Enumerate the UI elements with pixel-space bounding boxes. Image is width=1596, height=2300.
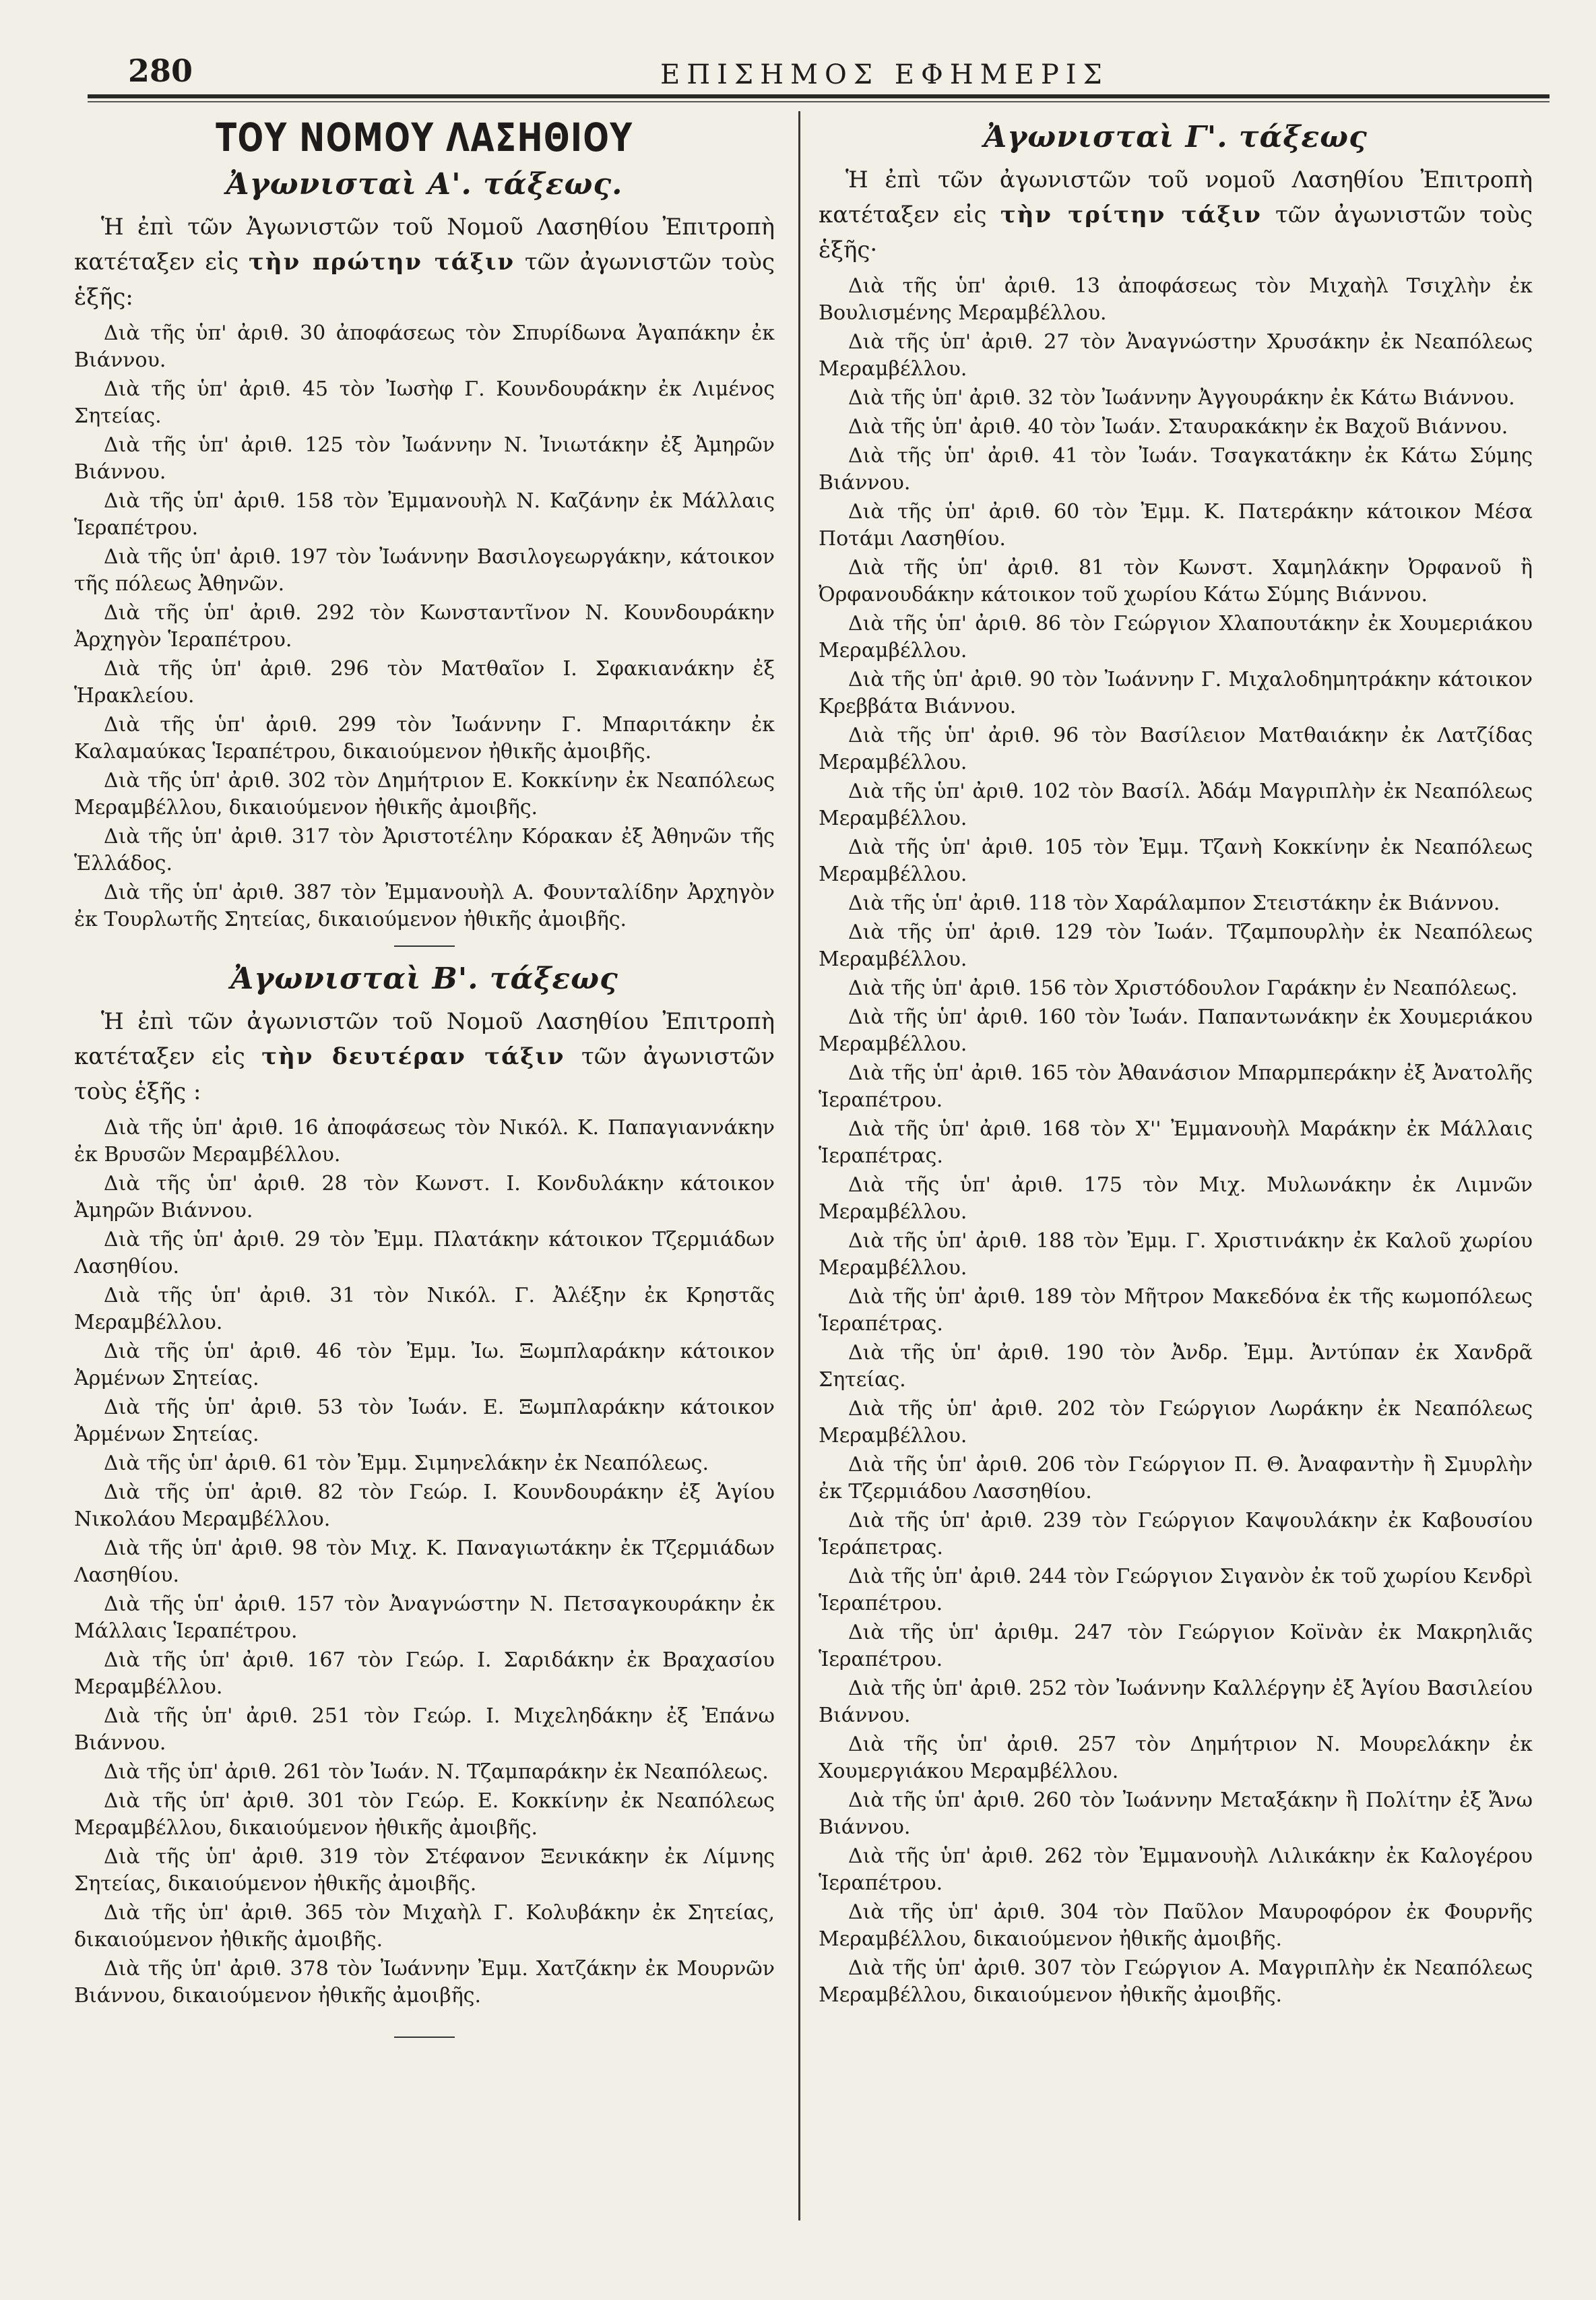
section-c-intro-emphasis: τὴν τρίτην τάξιν bbox=[1000, 201, 1262, 228]
list-item: Διὰ τῆς ὑπ' ἀριθ. 82 τὸν Γεώρ. Ι. Κουνδουράκην ἐξ Ἁγίου Νικολάου Μεραμβέλλου. bbox=[74, 1481, 775, 1531]
list-item: Διὰ τῆς ὑπ' ἀριθ. 158 τὸν Ἐμμανουὴλ Ν. Καζάνην ἐκ Μάλλαις Ἱεραπέτρου. bbox=[74, 489, 775, 540]
list-item: Διὰ τῆς ὑπ' ἀριθ. 190 τὸν Ἀνδρ. Ἐμμ. Ἀντύπαν ἐκ Χανδρᾶ Σητείας. bbox=[819, 1341, 1533, 1392]
list-item: Διὰ τῆς ὑπ' ἀριθ. 261 τὸν Ἰωάν. Ν. Τζαμπαράκην ἐκ Νεαπόλεως. bbox=[104, 1760, 769, 1784]
section-a-intro-emphasis: τὴν πρώτην τάξιν bbox=[248, 249, 515, 276]
list-item: Διὰ τῆς ὑπ' ἀριθ. 296 τὸν Ματθαῖον Ι. Σφακιανάκην ἐξ Ἡρακλείου. bbox=[74, 657, 775, 708]
list-item: Διὰ τῆς ὑπ' ἀριθ. 239 τὸν Γεώργιον Καψουλάκην ἐκ Καβουσίου Ἱεράπετρας. bbox=[819, 1509, 1533, 1559]
section-b-intro-before: Ἡ ἐπὶ τῶν ἀγωνιστῶν τοῦ Νομοῦ Λασηθίου Ἐπιτροπὴ κατέταξεν εἰς bbox=[74, 1008, 775, 1070]
list-item: Διὰ τῆς ὑπ' ἀριθ. 167 τὸν Γεώρ. Ι. Σαριδάκην ἐκ Βραχασίου Μεραμβέλλου. bbox=[74, 1648, 775, 1699]
list-item: Διὰ τῆς ὑπ' ἀριθ. 16 ἀποφάσεως τὸν Νικόλ. Κ. Παπαγιαννάκην ἐκ Βρυσῶν Μεραμβέλλου. bbox=[74, 1116, 775, 1167]
list-item: Διὰ τῆς ὑπ' ἀριθ. 46 τὸν Ἐμμ. Ἰω. Ξωμπλαράκην κάτοικον Ἀρμένων Σητείας. bbox=[74, 1340, 775, 1390]
list-item: Διὰ τῆς ὑπ' ἀριθ. 102 τὸν Βασίλ. Ἀδάμ Μαγριπλὴν ἐκ Νεαπόλεως Μεραμβέλλου. bbox=[819, 780, 1533, 830]
list-item: Διὰ τῆς ὑπ' ἀριθ. 41 τὸν Ἰωάν. Τσαγκατάκην ἐκ Κάτω Σύμης Βιάννου. bbox=[819, 444, 1533, 495]
list-item: Διὰ τῆς ὑπ' ἀριθ. 105 τὸν Ἐμμ. Τζανὴ Κοκκίνην ἐκ Νεαπόλεως Μεραμβέλλου. bbox=[819, 836, 1533, 886]
list-item: Διὰ τῆς ὑπ' ἀριθ. 262 τὸν Ἐμμανουὴλ Λιλικάκην ἐκ Καλογέρου Ἱεραπέτρου. bbox=[819, 1844, 1533, 1895]
list-item: Διὰ τῆς ὑπ' ἀριθ. 98 τὸν Μιχ. Κ. Παναγιωτάκην ἐκ Τζερμιάδων Λασηθίου. bbox=[74, 1536, 775, 1587]
list-item: Διὰ τῆς ὑπ' ἀριθ. 206 τὸν Γεώργιον Π. Θ. Ἀναφαντὴν ἢ Σμυρλὴν ἐκ Τζερμιάδου Λασσηθίου. bbox=[819, 1453, 1533, 1503]
list-item: Διὰ τῆς ὑπ' ἀριθ. 257 τὸν Δημήτριον Ν. Μουρελάκην ἐκ Χουμεργιάκου Μεραμβέλλου. bbox=[819, 1733, 1533, 1783]
list-item: Διὰ τῆς ὑπ' ἀριθ. 31 τὸν Νικόλ. Γ. Ἀλέξην ἐκ Κρηστᾶς Μεραμβέλλου. bbox=[74, 1284, 775, 1334]
list-item: Διὰ τῆς ὑπ' ἀριθ. 45 τὸν Ἰωσὴφ Γ. Κουνδουράκην ἐκ Λιμένος Σητείας. bbox=[74, 377, 775, 428]
list-item: Διὰ τῆς ὑπ' ἀριθ. 188 τὸν Ἐμμ. Γ. Χριστινάκην ἐκ Καλοῦ χωρίου Μεραμβέλλου. bbox=[819, 1229, 1533, 1280]
list-item: Διὰ τῆς ὑπ' ἀριθ. 202 τὸν Γεώργιον Λωράκην ἐκ Νεαπόλεως Μεραμβέλλου. bbox=[819, 1397, 1533, 1448]
section-c-intro-before: Ἡ ἐπὶ τῶν ἀγωνιστῶν τοῦ νομοῦ Λασηθίου Ἐπιτροπὴ κατέταξεν εἰς bbox=[819, 166, 1533, 228]
list-item: Διὰ τῆς ὑπ' ἀριθ. 189 τὸν Μῆτρον Μακεδόνα ἐκ τῆς κωμοπόλεως Ἱεραπέτρας. bbox=[819, 1285, 1533, 1336]
section-c-entries bbox=[819, 273, 1533, 2009]
list-item: Διὰ τῆς ὑπ' ἀριθ. 90 τὸν Ἰωάννην Γ. Μιχαλοδημητράκην κάτοικον Κρεββάτα Βιάννου. bbox=[819, 668, 1533, 718]
section-a-intro bbox=[74, 210, 775, 315]
prefecture-title: ΤΟΥ ΝΟΜΟΥ ΛΑΣΗΘΙΟΥ bbox=[216, 115, 633, 160]
list-item: Διὰ τῆς ὑπ' ἀριθ. 160 τὸν Ἰωάν. Παπαντωνάκην ἐκ Χουμεριάκου Μεραμβέλλου. bbox=[819, 1005, 1533, 1056]
end-divider bbox=[394, 2037, 455, 2038]
section-b-intro-after: τῶν ἀγωνιστῶν τοὺς ἑξῆς : bbox=[74, 1043, 775, 1105]
list-item: Διὰ τῆς ὑπ' ἀριθ. 165 τὸν Ἀθανάσιον Μπαρμπεράκην ἐξ Ἀνατολῆς Ἱεραπέτρου. bbox=[819, 1061, 1533, 1112]
list-item: Διὰ τῆς ὑπ' ἀριθ. 32 τὸν Ἰωάννην Ἀγγουράκην ἐκ Κάτω Βιάννου. bbox=[848, 386, 1515, 410]
section-c-intro-after: τῶν ἀγωνιστῶν τοὺς ἑξῆς· bbox=[819, 201, 1533, 263]
list-item: Διὰ τῆς ὑπ' ἀριθ. 40 τὸν Ἰωάν. Σταυρακάκην ἐκ Βαχοῦ Βιάννου. bbox=[848, 415, 1508, 439]
list-item: Διὰ τῆς ὑπ' ἀριθ. 96 τὸν Βασίλειον Ματθαιάκην ἐκ Λατζίδας Μεραμβέλλου. bbox=[819, 724, 1533, 774]
list-item: Διὰ τῆς ὑπ' ἀριθ. 252 τὸν Ἰωάννην Καλλέργην ἐξ Ἁγίου Βασιλείου Βιάννου. bbox=[819, 1677, 1533, 1727]
list-item: Διὰ τῆς ὑπ' ἀριθ. 30 ἀποφάσεως τὸν Σπυρίδωνα Ἀγαπάκην ἐκ Βιάννου. bbox=[74, 321, 775, 372]
running-title: ΕΠΙΣΗΜΟΣ ΕΦΗΜΕΡΙΣ bbox=[660, 59, 1109, 90]
list-item: Διὰ τῆς ὑπ' ἀριθ. 13 ἀποφάσεως τὸν Μιχαὴλ Τσιχλὴν ἐκ Βουλισμένης Μεραμβέλλου. bbox=[819, 274, 1533, 325]
list-item: Διὰ τῆς ὑπ' ἀριθ. 251 τὸν Γεώρ. Ι. Μιχεληδάκην ἐξ Ἐπάνω Βιάννου. bbox=[74, 1704, 775, 1755]
list-item: Διὰ τῆς ὑπ' ἀριθ. 61 τὸν Ἐμμ. Σιμηνελάκην ἐκ Νεαπόλεως. bbox=[104, 1452, 709, 1475]
section-b-intro-emphasis: τὴν δευτέραν τάξιν bbox=[261, 1043, 565, 1070]
list-item: Διὰ τῆς ὑπ' ἀριθ. 304 τὸν Παῦλον Μαυροφόρον ἐκ Φουρνῆς Μεραμβέλλου, δικαιούμενον ἠθικῆς ἀμοιβῆς. bbox=[819, 1900, 1533, 1951]
list-item: Διὰ τῆς ὑπ' ἀριθ. 157 τὸν Ἀναγνώστην Ν. Πετσαγκουράκην ἐκ Μάλλαις Ἱεραπέτρου. bbox=[74, 1592, 775, 1643]
page-number: 280 bbox=[128, 53, 193, 89]
right-column bbox=[819, 115, 1533, 2011]
list-item: Διὰ τῆς ὑπ' ἀριθ. 53 τὸν Ἰωάν. Ε. Ξωμπλαράκην κάτοικον Ἀρμένων Σητείας. bbox=[74, 1396, 775, 1446]
list-item: Διὰ τῆς ὑπ' ἀριθ. 81 τὸν Κωνστ. Χαμηλάκην Ὀρφανοῦ ἢ Ὀρφανουδάκην κάτοικον τοῦ χωρίου Κάτω Σύμης Βιάννου. bbox=[819, 556, 1533, 607]
list-item: Διὰ τῆς ὑπ' ἀριθ. 319 τὸν Στέφανον Ξενικάκην ἐκ Λίμνης Σητείας, δικαιούμενον ἠθικῆς ἀμοιβῆς. bbox=[74, 1845, 775, 1896]
column-divider bbox=[798, 111, 800, 2220]
section-b-heading: Ἀγωνισταὶ Β'. τάξεως bbox=[230, 962, 618, 996]
section-divider bbox=[394, 945, 455, 947]
section-a-intro-after: τῶν ἀγωνιστῶν τοὺς ἑξῆς: bbox=[74, 249, 775, 311]
list-item: Διὰ τῆς ὑπ' ἀριθμ. 247 τὸν Γεώργιον Κοϊνὰν ἐκ Μακρηλιᾶς Ἱεραπέτρου. bbox=[819, 1621, 1533, 1671]
list-item: Διὰ τῆς ὑπ' ἀριθ. 29 τὸν Ἐμμ. Πλατάκην κάτοικον Τζερμιάδων Λασηθίου. bbox=[74, 1228, 775, 1278]
list-item: Διὰ τῆς ὑπ' ἀριθ. 244 τὸν Γεώργιον Σιγανὸν ἐκ τοῦ χωρίου Κενδρὶ Ἱεραπέτρου. bbox=[819, 1565, 1533, 1615]
list-item: Διὰ τῆς ὑπ' ἀριθ. 302 τὸν Δημήτριον Ε. Κοκκίνην ἐκ Νεαπόλεως Μεραμβέλλου, δικαιούμενον ἠθικῆς ἀμοιβῆς. bbox=[74, 769, 775, 819]
list-item: Διὰ τῆς ὑπ' ἀριθ. 317 τὸν Ἀριστοτέλην Κόρακαν ἐξ Ἀθηνῶν τῆς Ἑλλάδος. bbox=[74, 825, 775, 875]
list-item: Διὰ τῆς ὑπ' ἀριθ. 27 τὸν Ἀναγνώστην Χρυσάκην ἐκ Νεαπόλεως Μεραμβέλλου. bbox=[819, 330, 1533, 381]
list-item: Διὰ τῆς ὑπ' ἀριθ. 118 τὸν Χαράλαμπον Στειστάκην ἐκ Βιάννου. bbox=[848, 892, 1500, 915]
list-item: Διὰ τῆς ὑπ' ἀριθ. 307 τὸν Γεώργιον Α. Μαγριπλὴν ἐκ Νεαπόλεως Μεραμβέλλου, δικαιούμενον ἠθικῆς ἀμοιβῆς. bbox=[819, 1956, 1533, 2007]
page-header bbox=[88, 47, 1550, 94]
section-c-intro bbox=[819, 162, 1533, 268]
list-item: Διὰ τῆς ὑπ' ἀριθ. 125 τὸν Ἰωάννην Ν. Ἰνιωτάκην ἐξ Ἀμηρῶν Βιάννου. bbox=[74, 433, 775, 484]
list-item: Διὰ τῆς ὑπ' ἀριθ. 86 τὸν Γεώργιον Χλαπουτάκην ἐκ Χουμεριάκου Μεραμβέλλου. bbox=[819, 612, 1533, 662]
header-rule-thin bbox=[88, 101, 1550, 102]
left-column bbox=[74, 115, 775, 2038]
list-item: Διὰ τῆς ὑπ' ἀριθ. 60 τὸν Ἐμμ. Κ. Πατεράκην κάτοικον Μέσα Ποτάμι Λασηθίου. bbox=[819, 500, 1533, 551]
list-item: Διὰ τῆς ὑπ' ἀριθ. 292 τὸν Κωνσταντῖνον Ν. Κουνδουράκην Ἀρχηγὸν Ἱεραπέτρου. bbox=[74, 601, 775, 652]
section-a-entries bbox=[74, 320, 775, 933]
list-item: Διὰ τῆς ὑπ' ἀριθ. 129 τὸν Ἰωάν. Τζαμπουρλὴν ἐκ Νεαπόλεως Μεραμβέλλου. bbox=[819, 921, 1533, 971]
list-item: Διὰ τῆς ὑπ' ἀριθ. 387 τὸν Ἐμμανουὴλ Α. Φουνταλίδην Ἀρχηγὸν ἐκ Τουρλωτῆς Σητείας, δικαιούμενον ἠθικῆς ἀμοιβῆς. bbox=[74, 881, 775, 931]
list-item: Διὰ τῆς ὑπ' ἀριθ. 197 τὸν Ἰωάννην Βασιλογεωργάκην, κάτοικον τῆς πόλεως Ἀθηνῶν. bbox=[74, 545, 775, 596]
list-item: Διὰ τῆς ὑπ' ἀριθ. 175 τὸν Μιχ. Μυλωνάκην ἐκ Λιμνῶν Μεραμβέλλου. bbox=[819, 1173, 1533, 1224]
section-c-heading: Ἀγωνισταὶ Γ'. τάξεως bbox=[984, 120, 1368, 154]
header-rule bbox=[88, 94, 1550, 98]
list-item: Διὰ τῆς ὑπ' ἀριθ. 365 τὸν Μιχαὴλ Γ. Κολυβάκην ἐκ Σητείας, δικαιούμενον ἠθικῆς ἀμοιβῆς. bbox=[74, 1901, 775, 1952]
list-item: Διὰ τῆς ὑπ' ἀριθ. 299 τὸν Ἰωάννην Γ. Μπαριτάκην ἐκ Καλαμαύκας Ἱεραπέτρου, δικαιούμενον ἠθικῆς ἀμοιβῆς. bbox=[74, 713, 775, 764]
list-item: Διὰ τῆς ὑπ' ἀριθ. 301 τὸν Γεώρ. Ε. Κοκκίνην ἐκ Νεαπόλεως Μεραμβέλλου, δικαιούμενον ἠθικῆς ἀμοιβῆς. bbox=[74, 1789, 775, 1840]
list-item: Διὰ τῆς ὑπ' ἀριθ. 28 τὸν Κωνστ. Ι. Κονδυλάκην κάτοικον Ἀμηρῶν Βιάννου. bbox=[74, 1172, 775, 1222]
list-item: Διὰ τῆς ὑπ' ἀριθ. 260 τὸν Ἰωάννην Μεταξάκην ἢ Πολίτην ἐξ Ἄνω Βιάννου. bbox=[819, 1789, 1533, 1839]
section-a-heading: Ἀγωνισταὶ Α'. τάξεως. bbox=[226, 167, 623, 201]
section-b-entries bbox=[74, 1115, 775, 2010]
list-item: Διὰ τῆς ὑπ' ἀριθ. 378 τὸν Ἰωάννην Ἐμμ. Χατζάκην ἐκ Μουρνῶν Βιάννου, δικαιούμενον ἠθικῆς ἀμοιβῆς. bbox=[74, 1957, 775, 2008]
list-item: Διὰ τῆς ὑπ' ἀριθ. 156 τὸν Χριστόδουλον Γαράκην ἐν Νεαπόλεως. bbox=[848, 976, 1518, 1000]
list-item: Διὰ τῆς ὑπ' ἀριθ. 168 τὸν Χ'' Ἐμμανουὴλ Μαράκην ἐκ Μάλλαις Ἱεραπέτρας. bbox=[819, 1117, 1533, 1168]
section-a-intro-before: Ἡ ἐπὶ τῶν Ἀγωνιστῶν τοῦ Νομοῦ Λασηθίου Ἐπιτροπὴ κατέταξεν εἰς bbox=[74, 214, 775, 276]
section-b-intro bbox=[74, 1004, 775, 1109]
